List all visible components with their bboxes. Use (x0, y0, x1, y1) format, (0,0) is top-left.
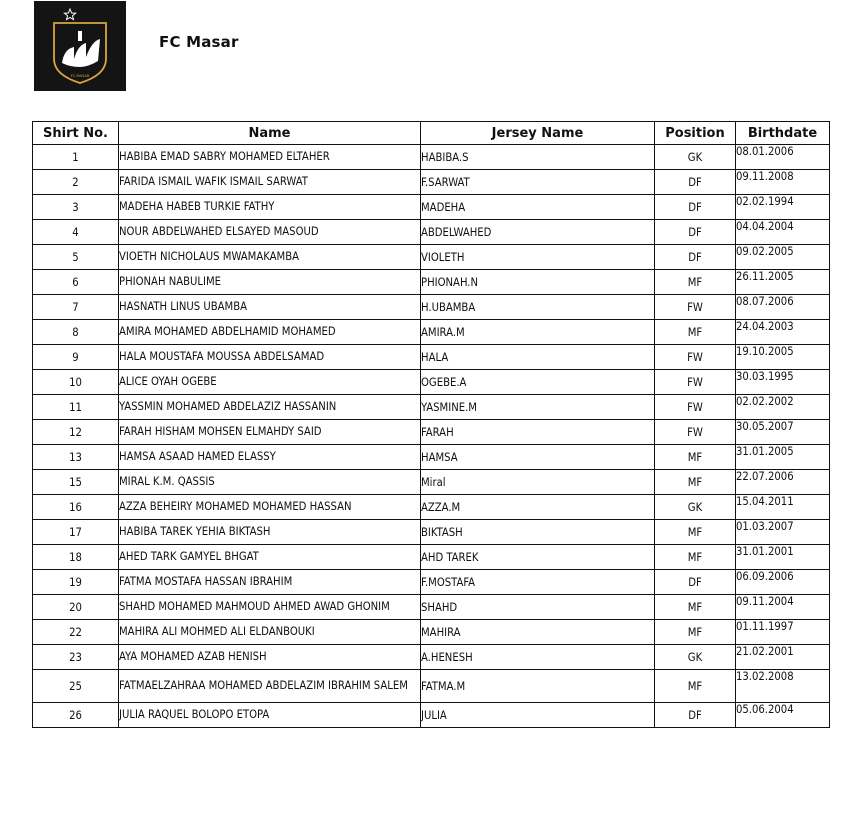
table-row (33, 703, 830, 728)
cell-name: FARIDA ISMAIL WAFIK ISMAIL SARWAT (119, 170, 421, 195)
cell-shirt-no: 18 (33, 545, 119, 570)
cell-shirt-no: 1 (33, 145, 119, 170)
table-row (33, 470, 830, 495)
table-row (33, 245, 830, 270)
cell-position: DF (655, 245, 736, 270)
cell-birthdate: 01.03.2007 (736, 520, 830, 545)
cell-birthdate: 26.11.2005 (736, 270, 830, 295)
table-row (33, 620, 830, 645)
table-row (33, 595, 830, 620)
cell-birthdate: 30.05.2007 (736, 420, 830, 445)
cell-position: DF (655, 570, 736, 595)
cell-birthdate: 02.02.2002 (736, 395, 830, 420)
cell-birthdate: 13.02.2008 (736, 670, 830, 703)
cell-position: GK (655, 645, 736, 670)
col-header-position: Position (655, 122, 736, 145)
table-header-row (33, 122, 830, 145)
cell-position: FW (655, 395, 736, 420)
table-row (33, 345, 830, 370)
cell-position: MF (655, 620, 736, 645)
cell-jersey-name: AHD TAREK (421, 545, 655, 570)
cell-name: AYA MOHAMED AZAB HENISH (119, 645, 421, 670)
cell-birthdate: 09.02.2005 (736, 245, 830, 270)
cell-birthdate: 22.07.2006 (736, 470, 830, 495)
table-row (33, 545, 830, 570)
cell-name: FARAH HISHAM MOHSEN ELMAHDY SAID (119, 420, 421, 445)
roster-body (33, 145, 830, 728)
cell-jersey-name: HAMSA (421, 445, 655, 470)
cell-position: FW (655, 345, 736, 370)
cell-shirt-no: 22 (33, 620, 119, 645)
cell-name: FATMA MOSTAFA HASSAN IBRAHIM (119, 570, 421, 595)
cell-position: MF (655, 320, 736, 345)
cell-jersey-name: VIOLETH (421, 245, 655, 270)
cell-name: HABIBA EMAD SABRY MOHAMED ELTAHER (119, 145, 421, 170)
cell-shirt-no: 12 (33, 420, 119, 445)
cell-birthdate: 09.11.2004 (736, 595, 830, 620)
cell-position: MF (655, 470, 736, 495)
cell-name: JULIA RAQUEL BOLOPO ETOPA (119, 703, 421, 728)
shield-logo-icon (34, 1, 126, 91)
cell-shirt-no: 3 (33, 195, 119, 220)
col-header-name: Name (119, 122, 421, 145)
table-row (33, 195, 830, 220)
cell-jersey-name: PHIONAH.N (421, 270, 655, 295)
cell-jersey-name: HABIBA.S (421, 145, 655, 170)
cell-shirt-no: 10 (33, 370, 119, 395)
cell-shirt-no: 9 (33, 345, 119, 370)
cell-birthdate: 01.11.1997 (736, 620, 830, 645)
cell-birthdate: 31.01.2005 (736, 445, 830, 470)
col-header-shirt-no: Shirt No. (33, 122, 119, 145)
team-logo (34, 1, 126, 91)
cell-name: VIOETH NICHOLAUS MWAMAKAMBA (119, 245, 421, 270)
table-row (33, 270, 830, 295)
cell-name: PHIONAH NABULIME (119, 270, 421, 295)
cell-shirt-no: 16 (33, 495, 119, 520)
cell-name: MADEHA HABEB TURKIE FATHY (119, 195, 421, 220)
cell-jersey-name: Miral (421, 470, 655, 495)
cell-shirt-no: 8 (33, 320, 119, 345)
cell-name: HAMSA ASAAD HAMED ELASSY (119, 445, 421, 470)
cell-position: MF (655, 595, 736, 620)
cell-jersey-name: MADEHA (421, 195, 655, 220)
table-row (33, 220, 830, 245)
cell-position: DF (655, 220, 736, 245)
cell-jersey-name: A.HENESH (421, 645, 655, 670)
cell-jersey-name: MAHIRA (421, 620, 655, 645)
table-row (33, 145, 830, 170)
cell-position: DF (655, 703, 736, 728)
cell-jersey-name: F.MOSTAFA (421, 570, 655, 595)
cell-position: FW (655, 420, 736, 445)
cell-jersey-name: HALA (421, 345, 655, 370)
cell-birthdate: 09.11.2008 (736, 170, 830, 195)
cell-birthdate: 31.01.2001 (736, 545, 830, 570)
cell-birthdate: 30.03.1995 (736, 370, 830, 395)
cell-jersey-name: AZZA.M (421, 495, 655, 520)
cell-jersey-name: YASMINE.M (421, 395, 655, 420)
table-row (33, 495, 830, 520)
cell-jersey-name: JULIA (421, 703, 655, 728)
cell-name: HASNATH LINUS UBAMBA (119, 295, 421, 320)
cell-jersey-name: BIKTASH (421, 520, 655, 545)
cell-name: AHED TARK GAMYEL BHGAT (119, 545, 421, 570)
cell-birthdate: 05.06.2004 (736, 703, 830, 728)
cell-birthdate: 08.07.2006 (736, 295, 830, 320)
cell-birthdate: 08.01.2006 (736, 145, 830, 170)
cell-shirt-no: 25 (33, 670, 119, 703)
cell-birthdate: 24.04.2003 (736, 320, 830, 345)
col-header-jersey-name: Jersey Name (421, 122, 655, 145)
cell-jersey-name: H.UBAMBA (421, 295, 655, 320)
cell-shirt-no: 19 (33, 570, 119, 595)
cell-name: AMIRA MOHAMED ABDELHAMID MOHAMED (119, 320, 421, 345)
table-row (33, 570, 830, 595)
cell-position: MF (655, 520, 736, 545)
cell-position: GK (655, 145, 736, 170)
cell-jersey-name: SHAHD (421, 595, 655, 620)
cell-shirt-no: 26 (33, 703, 119, 728)
cell-position: MF (655, 445, 736, 470)
table-row (33, 320, 830, 345)
cell-jersey-name: F.SARWAT (421, 170, 655, 195)
cell-name: MAHIRA ALI MOHMED ALI ELDANBOUKI (119, 620, 421, 645)
table-row (33, 445, 830, 470)
cell-name: HALA MOUSTAFA MOUSSA ABDELSAMAD (119, 345, 421, 370)
cell-shirt-no: 23 (33, 645, 119, 670)
cell-birthdate: 21.02.2001 (736, 645, 830, 670)
cell-name: FATMAELZAHRAA MOHAMED ABDELAZIM IBRAHIM SALEM (119, 670, 421, 703)
cell-birthdate: 06.09.2006 (736, 570, 830, 595)
table-row (33, 370, 830, 395)
cell-shirt-no: 6 (33, 270, 119, 295)
roster-table (32, 121, 830, 728)
cell-name: YASSMIN MOHAMED ABDELAZIZ HASSANIN (119, 395, 421, 420)
cell-shirt-no: 13 (33, 445, 119, 470)
cell-position: FW (655, 295, 736, 320)
cell-shirt-no: 7 (33, 295, 119, 320)
cell-name: ALICE OYAH OGEBE (119, 370, 421, 395)
cell-shirt-no: 4 (33, 220, 119, 245)
svg-text:FC MASAR: FC MASAR (70, 74, 90, 78)
cell-position: DF (655, 195, 736, 220)
star-icon (64, 9, 75, 20)
cell-name: HABIBA TAREK YEHIA BIKTASH (119, 520, 421, 545)
cell-shirt-no: 11 (33, 395, 119, 420)
cell-jersey-name: FARAH (421, 420, 655, 445)
cell-position: FW (655, 370, 736, 395)
cell-shirt-no: 17 (33, 520, 119, 545)
cell-shirt-no: 2 (33, 170, 119, 195)
table-row (33, 170, 830, 195)
team-name: FC Masar (159, 33, 239, 51)
col-header-birthdate: Birthdate (736, 122, 830, 145)
cell-birthdate: 02.02.1994 (736, 195, 830, 220)
table-row (33, 295, 830, 320)
cell-birthdate: 15.04.2011 (736, 495, 830, 520)
cell-position: GK (655, 495, 736, 520)
cell-name: MIRAL K.M. QASSIS (119, 470, 421, 495)
cell-jersey-name: AMIRA.M (421, 320, 655, 345)
cell-birthdate: 19.10.2005 (736, 345, 830, 370)
table-row (33, 420, 830, 445)
cell-shirt-no: 5 (33, 245, 119, 270)
table-row (33, 395, 830, 420)
cell-shirt-no: 20 (33, 595, 119, 620)
cell-position: DF (655, 170, 736, 195)
cell-jersey-name: OGEBE.A (421, 370, 655, 395)
cell-name: AZZA BEHEIRY MOHAMED MOHAMED HASSAN (119, 495, 421, 520)
cell-position: MF (655, 670, 736, 703)
cell-jersey-name: ABDELWAHED (421, 220, 655, 245)
cell-name: SHAHD MOHAMED MAHMOUD AHMED AWAD GHONIM (119, 595, 421, 620)
cell-position: MF (655, 270, 736, 295)
cell-shirt-no: 15 (33, 470, 119, 495)
table-row (33, 520, 830, 545)
table-row (33, 645, 830, 670)
cell-name: NOUR ABDELWAHED ELSAYED MASOUD (119, 220, 421, 245)
cell-position: MF (655, 545, 736, 570)
cell-birthdate: 04.04.2004 (736, 220, 830, 245)
cell-jersey-name: FATMA.M (421, 670, 655, 703)
table-row (33, 670, 830, 703)
